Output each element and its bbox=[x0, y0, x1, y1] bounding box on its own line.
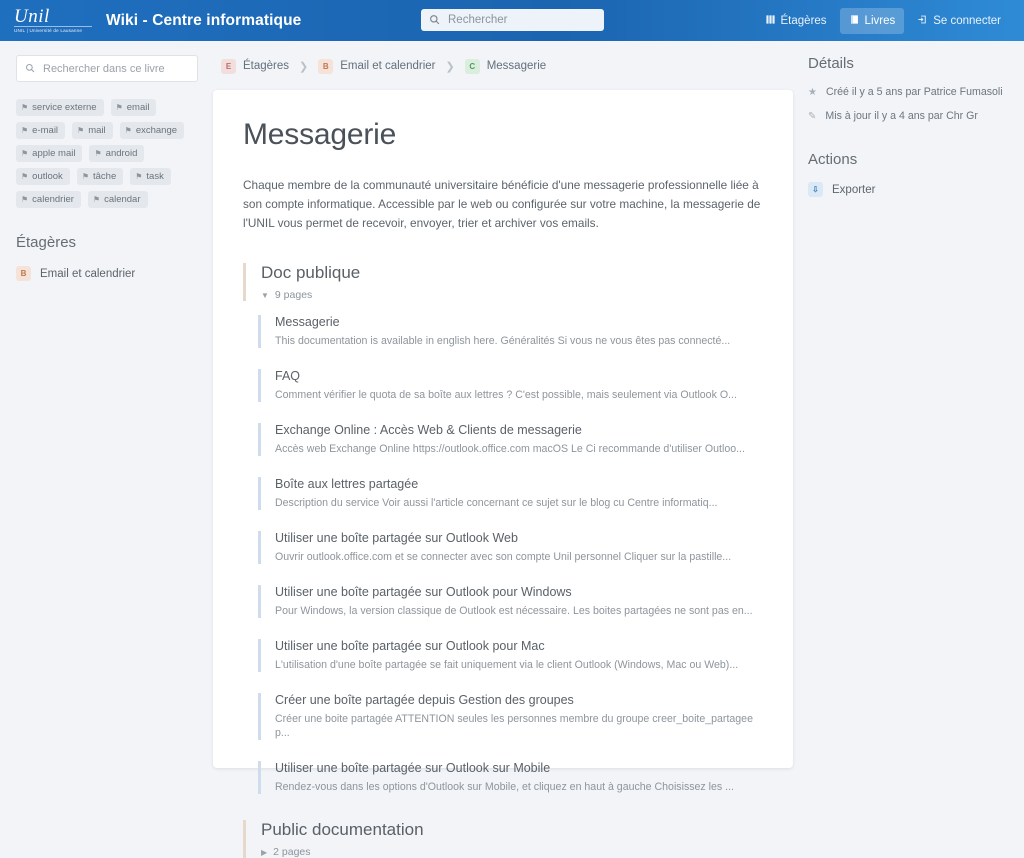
chevron-right-icon: ❯ bbox=[299, 60, 309, 73]
breadcrumb-label: Messagerie bbox=[486, 60, 547, 72]
tag-label: calendrier bbox=[32, 194, 74, 205]
tag-item[interactable] bbox=[77, 168, 123, 185]
detail-updated bbox=[808, 109, 1008, 124]
page-excerpt: Rendez-vous dans les options d'Outlook sur Mobile, et cliquez en haut à gauche Choisissez les ... bbox=[275, 781, 734, 793]
chapter-block bbox=[243, 263, 763, 794]
breadcrumb-item-chapter[interactable] bbox=[465, 59, 546, 74]
chevron-down-icon: ▼ bbox=[261, 290, 269, 300]
tag-icon: ⚑ bbox=[21, 126, 29, 135]
sidebar-shelves-heading: Étagères bbox=[16, 234, 77, 251]
nav-label-shelves: Étagères bbox=[780, 14, 827, 27]
breadcrumb-item-book[interactable] bbox=[318, 59, 435, 74]
tag-item[interactable] bbox=[16, 168, 70, 185]
detail-created bbox=[808, 85, 1008, 100]
page-link[interactable]: Créer une boîte partagée depuis Gestion des groupes bbox=[275, 693, 574, 707]
page-link[interactable]: Utiliser une boîte partagée sur Outlook pour Mac bbox=[275, 639, 545, 653]
nav-item-login[interactable] bbox=[908, 8, 1010, 34]
star-icon: ★ bbox=[808, 87, 817, 98]
tag-icon: ⚑ bbox=[94, 149, 102, 158]
breadcrumb-item-shelves[interactable] bbox=[221, 59, 289, 74]
tag-icon: ⚑ bbox=[135, 172, 143, 181]
search-icon bbox=[25, 61, 41, 76]
login-icon bbox=[917, 14, 928, 28]
book-icon: B bbox=[318, 59, 333, 74]
page-link[interactable]: FAQ bbox=[275, 369, 301, 383]
page-excerpt: Description du service Voir aussi l'article concernant ce sujet sur le blog cu Centre informatiq... bbox=[275, 497, 718, 509]
tag-item[interactable] bbox=[120, 122, 184, 139]
tag-icon: ⚑ bbox=[115, 103, 123, 112]
chevron-right-icon: ❯ bbox=[445, 60, 455, 73]
tag-icon: ⚑ bbox=[21, 149, 29, 158]
detail-text: Mis à jour il y a 4 ans par Chr Gr bbox=[825, 110, 978, 122]
nav-label-login: Se connecter bbox=[933, 14, 1001, 27]
tag-item[interactable] bbox=[16, 99, 104, 116]
page-link[interactable]: Utiliser une boîte partagée sur Outlook Web bbox=[275, 531, 518, 545]
breadcrumb-label: Email et calendrier bbox=[340, 60, 436, 72]
tag-cloud bbox=[16, 99, 198, 208]
shelf-icon: E bbox=[221, 59, 236, 74]
book-icon bbox=[849, 14, 860, 28]
logo-subtitle: UNIL | Université de Lausanne bbox=[14, 26, 92, 33]
page-body bbox=[0, 41, 1024, 858]
sidebar-item-email-et-calendrier[interactable] bbox=[16, 266, 198, 281]
export-action[interactable] bbox=[808, 182, 1008, 197]
tag-label: exchange bbox=[135, 125, 178, 136]
breadcrumb bbox=[213, 55, 793, 77]
nav-label-books: Livres bbox=[864, 14, 896, 27]
chapter-header[interactable] bbox=[243, 820, 763, 858]
list-item[interactable] bbox=[258, 423, 763, 456]
page-link[interactable]: Messagerie bbox=[275, 315, 340, 329]
global-search[interactable] bbox=[421, 9, 604, 31]
page-excerpt: This documentation is available in english here. Généralités Si vous ne vous êtes pas connecté... bbox=[275, 335, 731, 347]
breadcrumb-label: Étagères bbox=[243, 60, 290, 72]
details-sidebar bbox=[798, 55, 1024, 748]
chapter-count-label: 9 pages bbox=[274, 289, 313, 301]
page-excerpt: Comment vérifier le quota de sa boîte aux lettres ? C'est possible, mais seulement via Outlook O... bbox=[275, 389, 737, 401]
tag-item[interactable] bbox=[72, 122, 113, 139]
list-item[interactable] bbox=[258, 585, 763, 618]
nav-item-shelves[interactable] bbox=[756, 8, 836, 34]
tag-label: task bbox=[146, 171, 164, 182]
tag-label: mail bbox=[88, 125, 106, 136]
tag-icon: ⚑ bbox=[92, 195, 101, 204]
chapter-title: Public documentation bbox=[261, 820, 424, 839]
tag-item[interactable] bbox=[130, 168, 171, 185]
actions-block bbox=[808, 151, 1008, 197]
action-label: Exporter bbox=[832, 183, 876, 196]
page-excerpt: Accès web Exchange Online https://outlook.office.com macOS Le Ci recommande d'utiliser Outloo... bbox=[275, 443, 745, 455]
tag-label: tâche bbox=[92, 171, 117, 182]
tag-icon: ⚑ bbox=[21, 103, 29, 112]
pencil-icon: ✎ bbox=[808, 111, 817, 122]
detail-text: Créé il y a 5 ans par Patrice Fumasoli bbox=[825, 86, 1003, 98]
chapter-header[interactable] bbox=[243, 263, 763, 301]
chapter-page-count[interactable] bbox=[261, 846, 763, 858]
book-search-input[interactable] bbox=[41, 62, 189, 76]
chevron-right-icon: ▶ bbox=[261, 847, 268, 857]
page-excerpt: Créer une boite partagée ATTENTION seules les personnes membre du groupe creer_boite_partagee p... bbox=[275, 713, 753, 739]
chapter-block bbox=[243, 820, 763, 858]
page-link[interactable]: Exchange Online : Accès Web & Clients de messagerie bbox=[275, 423, 582, 437]
content-card bbox=[213, 90, 793, 858]
page-excerpt: Pour Windows, la version classique de Outlook est nécessaire. Les boites partagées ne sont pas en... bbox=[275, 605, 753, 617]
chapter-title: Doc publique bbox=[261, 263, 361, 282]
tag-label: email bbox=[126, 102, 150, 113]
page-link[interactable]: Boîte aux lettres partagée bbox=[275, 477, 419, 491]
tag-icon: ⚑ bbox=[21, 195, 29, 204]
search-icon bbox=[429, 13, 446, 28]
page-title: Messagerie bbox=[243, 118, 397, 151]
app-header bbox=[0, 0, 1024, 41]
details-heading: Détails bbox=[808, 55, 854, 72]
tag-icon: ⚑ bbox=[81, 172, 89, 181]
page-link[interactable]: Utiliser une boîte partagée sur Outlook sur Mobile bbox=[275, 761, 551, 775]
list-item[interactable] bbox=[258, 315, 763, 348]
main-column bbox=[208, 55, 798, 858]
page-excerpt: Ouvrir outlook.office.com et se connecter avec son compte Unil personnel Cliquer sur la pastille... bbox=[275, 551, 732, 563]
page-excerpt: L'utilisation d'une boîte partagée se fait uniquement via le client Outlook (Windows, Mac ou Web)... bbox=[275, 659, 739, 671]
tag-item[interactable] bbox=[16, 191, 81, 208]
tag-item[interactable] bbox=[111, 99, 157, 116]
tag-label: apple mail bbox=[32, 148, 76, 159]
left-sidebar bbox=[0, 55, 208, 748]
header-nav bbox=[756, 8, 1010, 34]
list-item[interactable] bbox=[258, 693, 763, 740]
app-title: Wiki - Centre informatique bbox=[106, 11, 302, 29]
sidebar-item-label: Email et calendrier bbox=[40, 267, 136, 280]
chapter-count-label: 2 pages bbox=[273, 846, 311, 858]
tag-icon: ⚑ bbox=[77, 126, 85, 135]
list-item[interactable] bbox=[258, 477, 763, 510]
export-icon: ⇩ bbox=[808, 182, 823, 197]
tag-icon: ⚑ bbox=[21, 172, 29, 181]
chapter-page-count[interactable] bbox=[261, 289, 763, 301]
tag-label: service externe bbox=[32, 102, 97, 113]
tag-item[interactable] bbox=[89, 145, 144, 162]
shelf-icon bbox=[765, 14, 776, 28]
unil-logo[interactable] bbox=[14, 8, 92, 33]
list-item[interactable] bbox=[258, 761, 763, 794]
search-input[interactable] bbox=[446, 13, 596, 27]
tag-item[interactable] bbox=[16, 122, 65, 139]
tag-item[interactable] bbox=[16, 145, 82, 162]
list-item[interactable] bbox=[258, 639, 763, 672]
nav-item-books[interactable] bbox=[840, 8, 905, 34]
logo-wordmark: Unil bbox=[14, 6, 50, 27]
list-item[interactable] bbox=[258, 531, 763, 564]
tag-label: android bbox=[105, 148, 138, 159]
chapter-icon: C bbox=[465, 59, 480, 74]
page-link[interactable]: Utiliser une boîte partagée sur Outlook pour Windows bbox=[275, 585, 572, 599]
book-icon: B bbox=[16, 266, 31, 281]
chapter-page-list bbox=[243, 315, 763, 794]
chapter-description: Chaque membre de la communauté universitaire bénéficie d'une messagerie professionnelle liée à son compte informatique. Accessible par le web ou configurée sur votre machine, la messagerie de l'UNIL vous permet de recevoir, envoyer, trier et archiver vos emails. bbox=[243, 178, 761, 230]
tag-label: calendar bbox=[104, 194, 141, 205]
list-item[interactable] bbox=[258, 369, 763, 402]
book-search[interactable] bbox=[16, 55, 198, 82]
tag-label: e-mail bbox=[32, 125, 59, 136]
tag-item[interactable] bbox=[88, 191, 148, 208]
actions-heading: Actions bbox=[808, 151, 858, 168]
tag-icon: ⚑ bbox=[124, 126, 132, 135]
tag-label: outlook bbox=[32, 171, 63, 182]
